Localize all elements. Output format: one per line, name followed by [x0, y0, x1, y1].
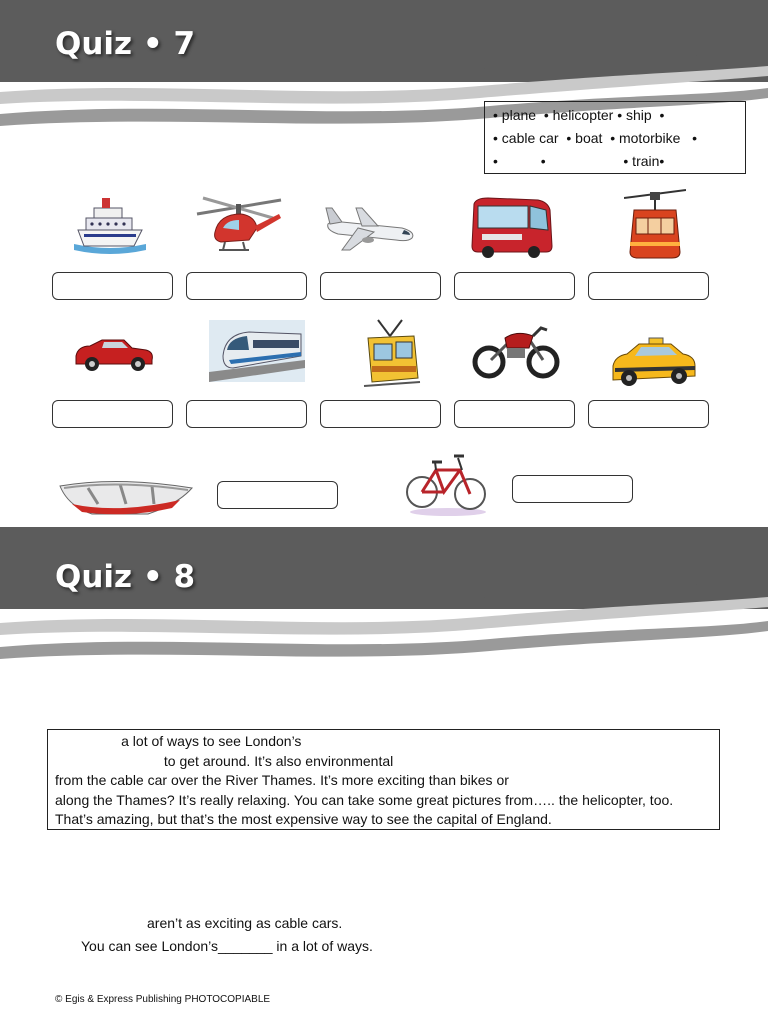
question-1: aren’t as exciting as cable cars. — [147, 915, 343, 931]
answer-box[interactable] — [186, 272, 307, 300]
tram-icon — [358, 318, 422, 393]
ship-icon — [72, 194, 148, 263]
passage-line: to get around. It’s also environmental — [55, 752, 394, 769]
quiz8-title: Quiz • 8 — [55, 559, 196, 595]
passage-line: along the Thames? It’s really relaxing. You can take some great pictures from….. the helicopter, too. — [55, 791, 674, 808]
bus-icon — [468, 196, 554, 265]
passage-line: from the cable car over the River Thames. It’s more exciting than bikes or — [55, 772, 509, 788]
train-icon — [209, 320, 305, 387]
plane-icon — [322, 202, 418, 259]
answer-box[interactable] — [186, 400, 307, 428]
bicycle-icon — [404, 448, 488, 523]
helicopter-icon — [193, 192, 285, 265]
boat-icon — [58, 474, 194, 525]
motorbike-icon — [471, 320, 561, 385]
cable-car-icon — [624, 186, 686, 267]
answer-box[interactable] — [52, 400, 173, 428]
quiz8-header-waves — [0, 527, 768, 665]
answer-box[interactable] — [454, 272, 575, 300]
copyright-footer: © Egis & Express Publishing PHOTOCOPIABLE — [55, 994, 271, 1005]
answer-box[interactable] — [454, 400, 575, 428]
answer-box[interactable] — [52, 272, 173, 300]
answer-box[interactable] — [320, 400, 441, 428]
answer-box[interactable] — [320, 272, 441, 300]
question-2: You can see London’s_______ in a lot of ways. — [81, 938, 373, 954]
passage-line: That’s amazing, but that’s the most expensive way to see the capital of England. — [55, 811, 552, 827]
answer-box[interactable] — [512, 475, 633, 503]
word-bank-line: • plane • helicopter • ship • — [493, 107, 665, 123]
reading-passage — [47, 729, 720, 830]
quiz8-header — [0, 527, 768, 665]
answer-box[interactable] — [217, 481, 338, 509]
quiz7-title: Quiz • 7 — [55, 26, 196, 62]
car-icon — [72, 330, 156, 379]
answer-box[interactable] — [588, 400, 709, 428]
word-bank-line: • • • train• — [493, 153, 665, 169]
answer-box[interactable] — [588, 272, 709, 300]
word-bank-line: • cable car • boat • motorbike • — [493, 130, 698, 146]
word-bank — [484, 101, 746, 174]
passage-line: a lot of ways to see London’s — [55, 733, 302, 749]
taxi-icon — [609, 336, 699, 393]
